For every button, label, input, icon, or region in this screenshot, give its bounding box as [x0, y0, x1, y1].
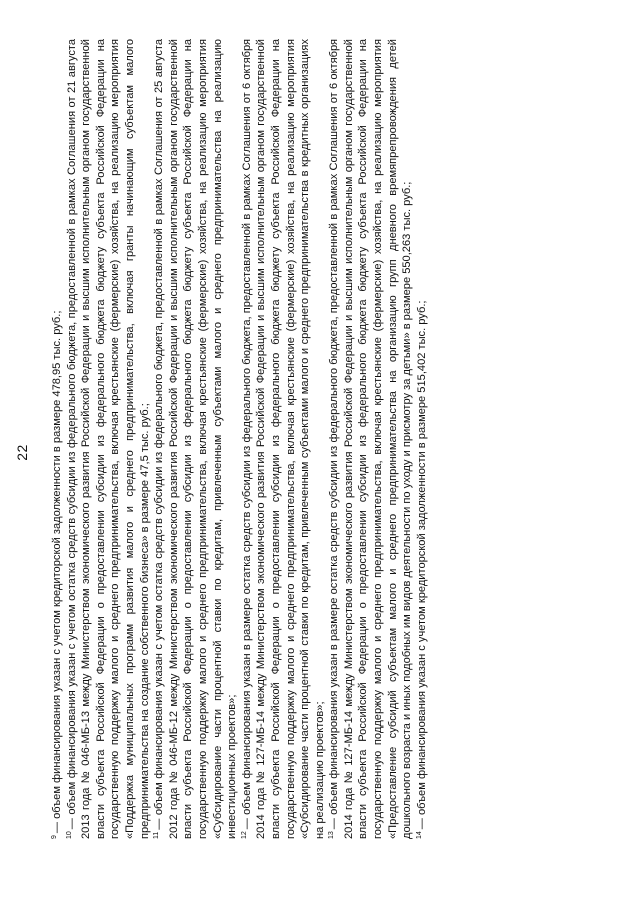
footnote-marker: 10 [65, 831, 73, 839]
footnote-text: — объем финансирования указан с учетом остатка средств субсидии из федерального бюджета, предоставленной в рамках Соглашения от 25 августа 2012 года № 046-МБ-12 между Министерством экономического развития Российской Федерации и высшим исполнительным органом государственной власти субъекта Российской Федерации о предоставлении субсидии из федерального бюджета бюджету субъекта Российской Федерации на государственную поддержку малого и среднего предпринимательства, включая крестьянские (фермерские) хозяйства, на реализацию мероприятия «Субсидирование части процентной ставки по кредитам, привлеченным субъектами малого и среднего предпринимательства на реализацию инвестиционных проектов»; [153, 39, 239, 839]
footnote-14 [415, 39, 430, 839]
footnote-text: — объем финансирования указан с учетом остатка средств субсидии из федерального бюджета, предоставленной в рамках Соглашения от 21 августа 2013 года № 046-МБ-13 между Министерством экономического развития Российской Федерации и высшим исполнительным органом государственной власти субъекта Российской Федерации о предоставлении субсидии из федерального бюджета бюджету субъекта Российской Федерации на государственную поддержку малого и среднего предпринимательства, включая крестьянские (фермерские) хозяйства, на реализацию мероприятия «Поддержка муниципальных программ развития малого и среднего предпринимательства, включая гранты начинающим субъектам малого предпринимательства на создание собственного бизнеса» в размере 47,5 тыс. руб.; [65, 39, 151, 839]
footnote-text: — объем финансирования указан в размере остатка средств субсидии из федерального бюджета, предоставленной в рамках Соглашения от 6 октября 2014 года № 127-МБ-14 между Министерством экономического развития Российской Федерации и высшим исполнительным органом государственной власти субъекта Российской Федерации о предоставлении субсидии из федерального бюджета бюджету субъекта Российской Федерации на государственную поддержку малого и среднего предпринимательства, включая крестьянские (фермерские) хозяйства, на реализацию мероприятия «Субсидирование части процентной ставки по кредитам, привлеченным субъектами малого и среднего предпринимательства в кредитных организациях на реализацию проектов»; [240, 39, 326, 839]
footnote-marker: 11 [153, 831, 161, 839]
footnote-11 [152, 39, 240, 839]
footnotes-list [50, 39, 429, 839]
footnote-marker: 14 [415, 831, 423, 839]
page-number: 22 [14, 444, 30, 461]
footnote-9 [50, 39, 65, 839]
footnote-marker: 13 [328, 831, 336, 839]
footnote-marker: 9 [51, 835, 58, 839]
footnote-10 [65, 39, 153, 839]
footnote-marker: 12 [240, 831, 248, 839]
footnote-13 [327, 39, 415, 839]
footnote-12 [240, 39, 328, 839]
footnote-text: — объем финансирования указан с учетом кредиторской задолженности в размере 478,95 тыс. руб.; [51, 310, 63, 834]
footnote-text: — объем финансирования указан в размере остатка средств субсидии из федерального бюджета, предоставленной в рамках Соглашения от 6 октября 2014 года № 127-МБ-14 между Министерством экономического развития Российской Федерации и высшим исполнительным органом государственной власти субъекта Российской Федерации о предоставлении субсидии из федерального бюджета бюджету субъекта Российской Федерации на государственную поддержку малого и среднего предпринимательства, включая крестьянские (фермерские) хозяйства, на реализацию мероприятия «Предоставление субсидий субъектам малого и среднего предпринимательства на организацию групп дневного времяпрепровождения детей дошкольного возраста и иных подобных им видов деятельности по уходу и присмотру за детьми» в размере 550,263 тыс. руб.; [328, 39, 414, 839]
footnote-text: — объем финансирования указан с учетом кредиторской задолженности в размере 515,402 тыс. руб.; [415, 300, 428, 830]
